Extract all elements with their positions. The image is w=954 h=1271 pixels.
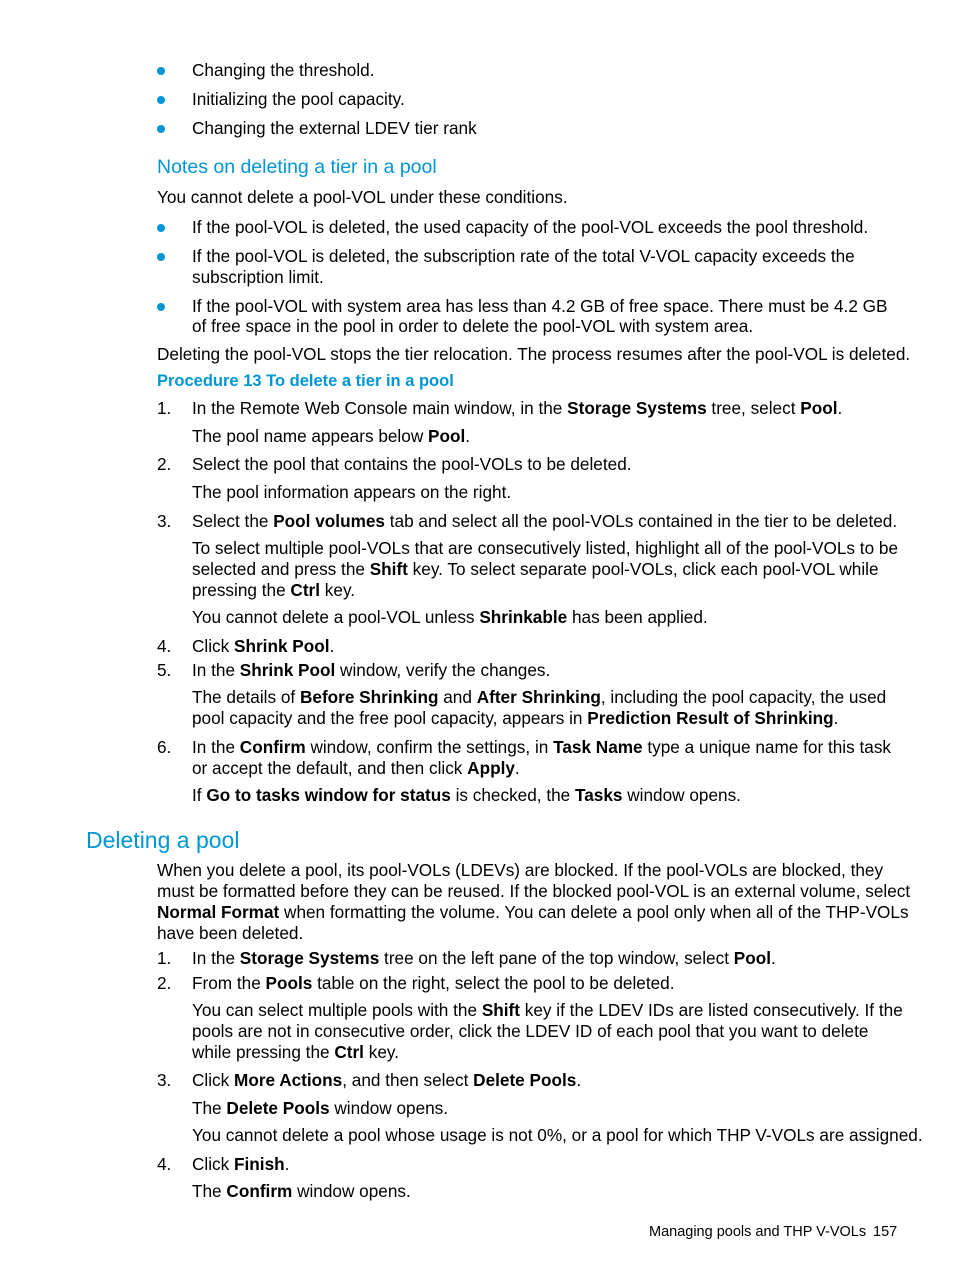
- step-result: while pressing the Ctrl key.: [192, 1042, 399, 1062]
- section-title: Deleting a pool: [86, 827, 240, 853]
- paragraph: You cannot delete a pool-VOL under these conditions.: [157, 187, 568, 207]
- step-text: Select the pool that contains the pool-VOLs to be deleted.: [192, 454, 632, 474]
- step-text: Select the Pool volumes tab and select all the pool-VOLs contained in the tier to be deleted.: [192, 511, 898, 531]
- bullet-icon: [157, 67, 165, 75]
- step-number: 5.: [157, 660, 172, 680]
- step-text-continued: or accept the default, and then click Apply.: [192, 758, 520, 778]
- step-result: pool capacity and the free pool capacity, appears in Prediction Result of Shrinking.: [192, 708, 839, 728]
- step-result: The details of Before Shrinking and After Shrinking, including the pool capacity, the used: [192, 687, 887, 707]
- paragraph: When you delete a pool, its pool-VOLs (LDEVs) are blocked. If the pool-VOLs are blocked, they: [157, 860, 884, 880]
- step-text: Click Shrink Pool.: [192, 636, 335, 656]
- procedure-title: Procedure 13 To delete a tier in a pool: [157, 372, 454, 390]
- footer-section: Managing pools and THP V-VOLs: [649, 1224, 867, 1240]
- paragraph: Normal Format when formatting the volume. You can delete a pool only when all of the THP-VOLs: [157, 902, 909, 922]
- list-item: Changing the external LDEV tier rank: [192, 118, 477, 138]
- paragraph: have been deleted.: [157, 923, 304, 943]
- paragraph: must be formatted before they can be reused. If the blocked pool-VOL is an external volume, select: [157, 881, 911, 901]
- step-number: 4.: [157, 636, 172, 656]
- step-result: The Delete Pools window opens.: [192, 1098, 449, 1118]
- step-result: You can select multiple pools with the Shift key if the LDEV IDs are listed consecutively. If the: [192, 1000, 903, 1020]
- step-text: Click More Actions, and then select Delete Pools.: [192, 1070, 582, 1090]
- step-number: 3.: [157, 511, 172, 531]
- step-result: The Confirm window opens.: [192, 1181, 411, 1201]
- step-text: In the Shrink Pool window, verify the changes.: [192, 660, 551, 680]
- step-result: pools are not in consecutive order, click the LDEV ID of each pool that you want to delete: [192, 1021, 869, 1041]
- list-item: If the pool-VOL is deleted, the subscription rate of the total V-VOL capacity exceeds the: [192, 246, 855, 266]
- step-number: 6.: [157, 737, 172, 757]
- step-text: In the Confirm window, confirm the settings, in Task Name type a unique name for this task: [192, 737, 892, 757]
- step-number: 1.: [157, 398, 172, 418]
- step-number: 3.: [157, 1070, 172, 1090]
- bullet-icon: [157, 96, 165, 104]
- bullet-icon: [157, 253, 165, 261]
- list-item-continued: subscription limit.: [192, 267, 324, 287]
- step-number: 2.: [157, 454, 172, 474]
- step-text: In the Storage Systems tree on the left pane of the top window, select Pool.: [192, 948, 776, 968]
- step-result: You cannot delete a pool-VOL unless Shrinkable has been applied.: [192, 607, 708, 627]
- paragraph: Deleting the pool-VOL stops the tier relocation. The process resumes after the pool-VOL is deleted.: [157, 344, 911, 364]
- section-heading: Notes on deleting a tier in a pool: [157, 156, 437, 178]
- step-result: The pool information appears on the right.: [192, 482, 512, 502]
- step-text: Click Finish.: [192, 1154, 290, 1174]
- list-item: If the pool-VOL with system area has less than 4.2 GB of free space. There must be 4.2 GB: [192, 296, 888, 316]
- step-number: 2.: [157, 973, 172, 993]
- step-result: selected and press the Shift key. To select separate pool-VOLs, click each pool-VOL while: [192, 559, 879, 579]
- step-result: You cannot delete a pool whose usage is not 0%, or a pool for which THP V-VOLs are assigned.: [192, 1125, 923, 1145]
- step-text: From the Pools table on the right, select the pool to be deleted.: [192, 973, 675, 993]
- page-number: 157: [873, 1224, 898, 1240]
- bullet-icon: [157, 125, 165, 133]
- bullet-icon: [157, 224, 165, 232]
- step-text: In the Remote Web Console main window, in the Storage Systems tree, select Pool.: [192, 398, 843, 418]
- step-result: pressing the Ctrl key.: [192, 580, 356, 600]
- list-item: If the pool-VOL is deleted, the used capacity of the pool-VOL exceeds the pool threshold.: [192, 217, 869, 237]
- step-number: 1.: [157, 948, 172, 968]
- list-item: Initializing the pool capacity.: [192, 89, 405, 109]
- list-item-continued: of free space in the pool in order to delete the pool-VOL with system area.: [192, 316, 754, 336]
- list-item: Changing the threshold.: [192, 60, 375, 80]
- bullet-icon: [157, 303, 165, 311]
- step-result: The pool name appears below Pool.: [192, 426, 471, 446]
- step-number: 4.: [157, 1154, 172, 1174]
- step-result: To select multiple pool-VOLs that are consecutively listed, highlight all of the pool-VOLs to be: [192, 538, 899, 558]
- step-result: If Go to tasks window for status is checked, the Tasks window opens.: [192, 785, 741, 805]
